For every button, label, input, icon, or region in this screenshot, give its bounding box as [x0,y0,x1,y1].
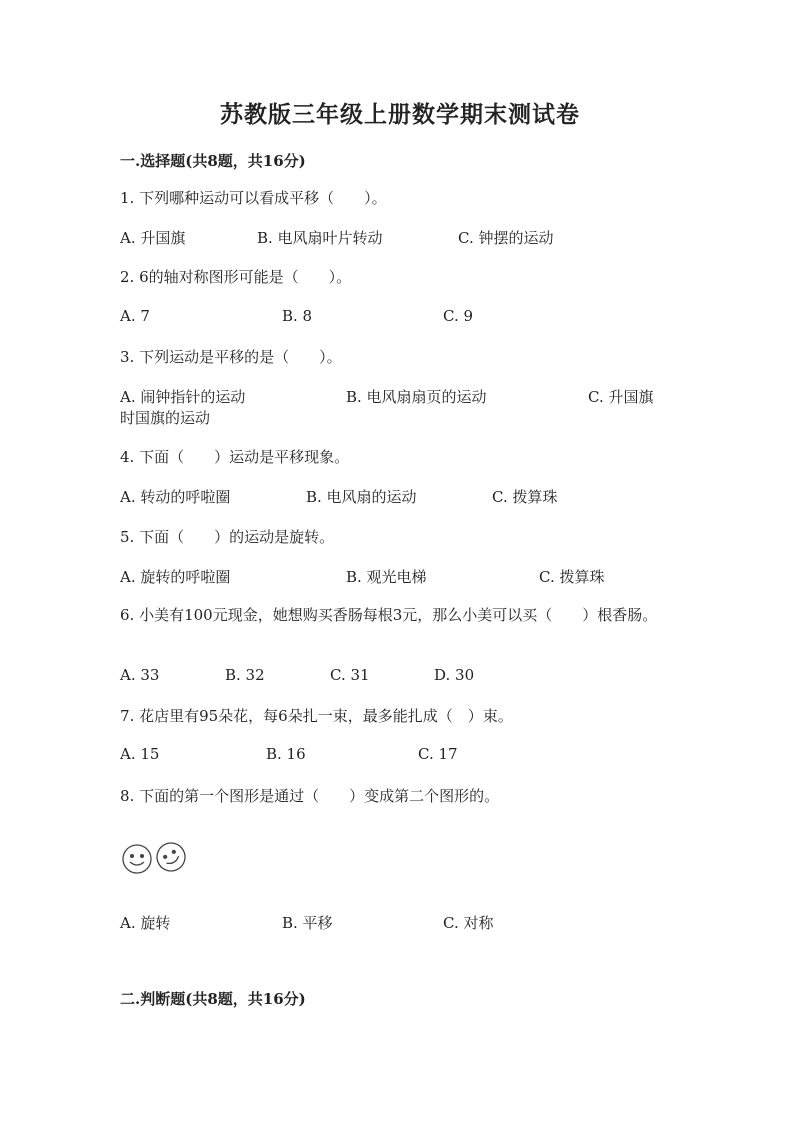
question-6: 6. 小美有100元现金，她想购买香肠每根3元，那么小美可以买（ ）根香肠。 [120,606,658,624]
question-5: 5. 下面（ ）的运动是旋转。 [120,528,335,546]
option-5a: A. 旋转的呼啦圈 [120,568,231,586]
question-3: 3. 下列运动是平移的是（ ）。 [120,348,342,366]
option-8c: C. 对称 [443,914,494,932]
options-6 [120,666,700,688]
question-7: 7. 花店里有95朵花，每6朵扎一束，最多能扎成（ ）束。 [120,707,513,725]
option-5c: C. 拨算珠 [539,568,605,586]
option-6b: B. 32 [225,666,265,684]
option-2c: C. 9 [443,307,474,325]
question-1: 1. 下列哪种运动可以看成平移（ ）。 [120,189,387,207]
option-3a: A. 闹钟指针的运动 [120,388,246,406]
option-2a: A. 7 [120,307,150,325]
option-3b: B. 电风扇扇页的运动 [346,388,487,406]
option-1b: B. 电风扇叶片转动 [257,229,383,247]
option-6a: A. 33 [120,666,160,684]
option-3c: C. 升国旗 [588,388,654,406]
question-8: 8. 下面的第一个图形是通过（ ）变成第二个图形的。 [120,787,500,805]
option-4a: A. 转动的呼啦圈 [120,488,231,506]
option-5b: B. 观光电梯 [346,568,427,586]
option-8b: B. 平移 [282,914,333,932]
smiley-face-upright-icon [123,845,151,873]
question-2: 2. 6的轴对称图形可能是（ ）。 [120,268,352,286]
options-8 [120,912,700,934]
section-heading-judgement: 二.判断题(共8题，共16分) [120,990,306,1008]
options-3 [120,386,700,408]
smiley-face-rotated-icon [152,840,190,876]
smiley-icons [120,840,192,876]
options-4 [120,486,700,508]
options-3-wrap [120,407,700,429]
options-1 [120,227,700,249]
option-6c: C. 31 [330,666,370,684]
question-4: 4. 下面（ ）运动是平移现象。 [120,448,350,466]
option-7b: B. 16 [266,745,306,763]
option-4b: B. 电风扇的运动 [306,488,417,506]
option-3c-continued: 时国旗的运动 [120,409,211,427]
options-7 [120,745,700,767]
option-1a: A. 升国旗 [120,229,186,247]
option-4c: C. 拨算珠 [492,488,558,506]
option-6d: D. 30 [434,666,475,684]
option-8a: A. 旋转 [120,914,171,932]
option-2b: B. 8 [282,307,313,325]
section-heading-choice: 一.选择题(共8题，共16分) [120,152,306,170]
smiley-figures [120,840,192,880]
options-5 [120,566,700,588]
option-1c: C. 钟摆的运动 [458,229,554,247]
options-2 [120,307,700,329]
option-7a: A. 15 [120,745,160,763]
option-7c: C. 17 [418,745,458,763]
page-title: 苏教版三年级上册数学期末测试卷 [220,101,580,128]
